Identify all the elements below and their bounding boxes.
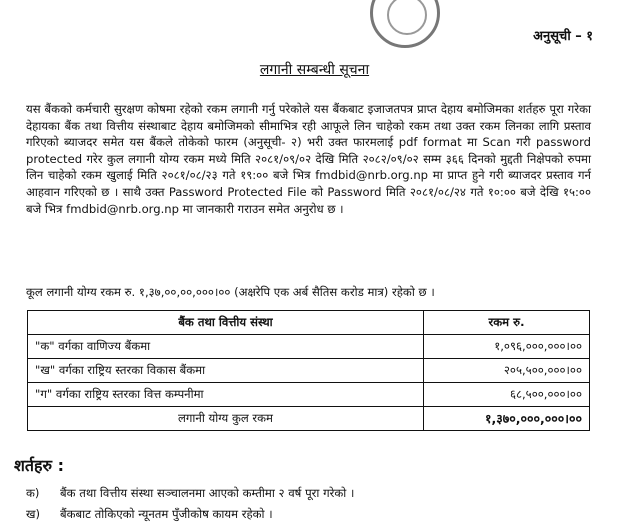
allocation-table [27, 310, 590, 431]
column-header-amount: रकम रु. [424, 311, 590, 335]
amount-cell: १,०९६,०००,०००।०० [424, 335, 590, 359]
table-header-row [28, 311, 590, 335]
institution-cell: "क" वर्गका वाणिज्य बैंकमा [28, 335, 424, 359]
notice-title: लगानी सम्बन्धी सूचना [259, 62, 370, 78]
institution-cell: "ख" वर्गका राष्ट्रिय स्तरका विकास बैंकमा [28, 359, 424, 383]
total-amount-cell: १,३७०,०००,०००।०० [424, 407, 590, 431]
condition-label: ख) [26, 507, 41, 521]
table-row [28, 335, 590, 359]
notice-body: यस बैंकको कर्मचारी सुरक्षण कोषमा रहेको रकम लगानी गर्नु परेकोले यस बैंकबाट इजाजतपत्र प्राप्त देहाय बमोजिमका शर्तहरु पूरा गरेका देहायका बैंक तथा वित्तीय संस्थाबाट देहाय बमोजिमको सीमाभित्र रही आफूले लिन चाहेको रकम तथा उक्त रकम लिनका लागि प्रस्ताव गरिएको ब्याजदर समेत यस बैंकले तोकेको फारम (अनुसूची- २) भरी उक्त फारमलाई pdf format मा Scan गरी password protected गरेर कुल लगानी योग्य रकम मध्ये मिति २०८१/०९/०२ देखि मिति २०८२/०९/०२ सम्म ३६६ दिनको मुद्दती निक्षेपको रुपमा लिन चाहेको रकम खुलाई मिति २०८१/०८/२३ गते १९:०० बजे भित्र fmdbid@nrb.org.np मा प्राप्त हुने गरी ब्याजदर प्रस्ताव गर्न आहवान गरिएको छ । साथै उक्त Password Protected File को Password मिति २०८१/०८/२४ गते १०:०० बजे देखि १५:०० बजे भित्र fmdbid@nrb.org.np मा जानकारी गराउन समेत अनुरोध छ । [26, 102, 591, 216]
amount-cell: २०५,५००,०००।०० [424, 359, 590, 383]
column-header-institution: बैंक तथा वित्तीय संस्था [28, 311, 424, 335]
table-row [28, 383, 590, 407]
table-row [28, 359, 590, 383]
table-total-row [28, 407, 590, 431]
institution-cell: "ग" वर्गका राष्ट्रिय स्तरका वित्त कम्पनीमा [28, 383, 424, 407]
condition-text: बैंकबाट तोकिएको न्यूनतम पुँजीकोष कायम रहेको । [60, 507, 273, 521]
total-label-cell: लगानी योग्य कुल रकम [28, 407, 424, 431]
bank-seal-logo [370, 0, 440, 48]
annex-label: अनुसूची – १ [533, 29, 593, 44]
condition-label: क) [26, 486, 40, 500]
condition-item [26, 486, 354, 501]
amount-cell: ६८,५००,०००।०० [424, 383, 590, 407]
total-investable-amount: कूल लगानी योग्य रकम रु. १,३७,००,००,०००।०० (अक्षरेपि एक अर्ब सैतिस करोड मात्र) रहेको छ । [26, 285, 435, 299]
condition-text: बैंक तथा वित्तीय संस्था सञ्चालनमा आएको कम्तीमा २ वर्ष पूरा गरेको । [60, 486, 355, 500]
condition-item [26, 507, 273, 522]
conditions-heading: शर्तहरु : [14, 456, 65, 475]
